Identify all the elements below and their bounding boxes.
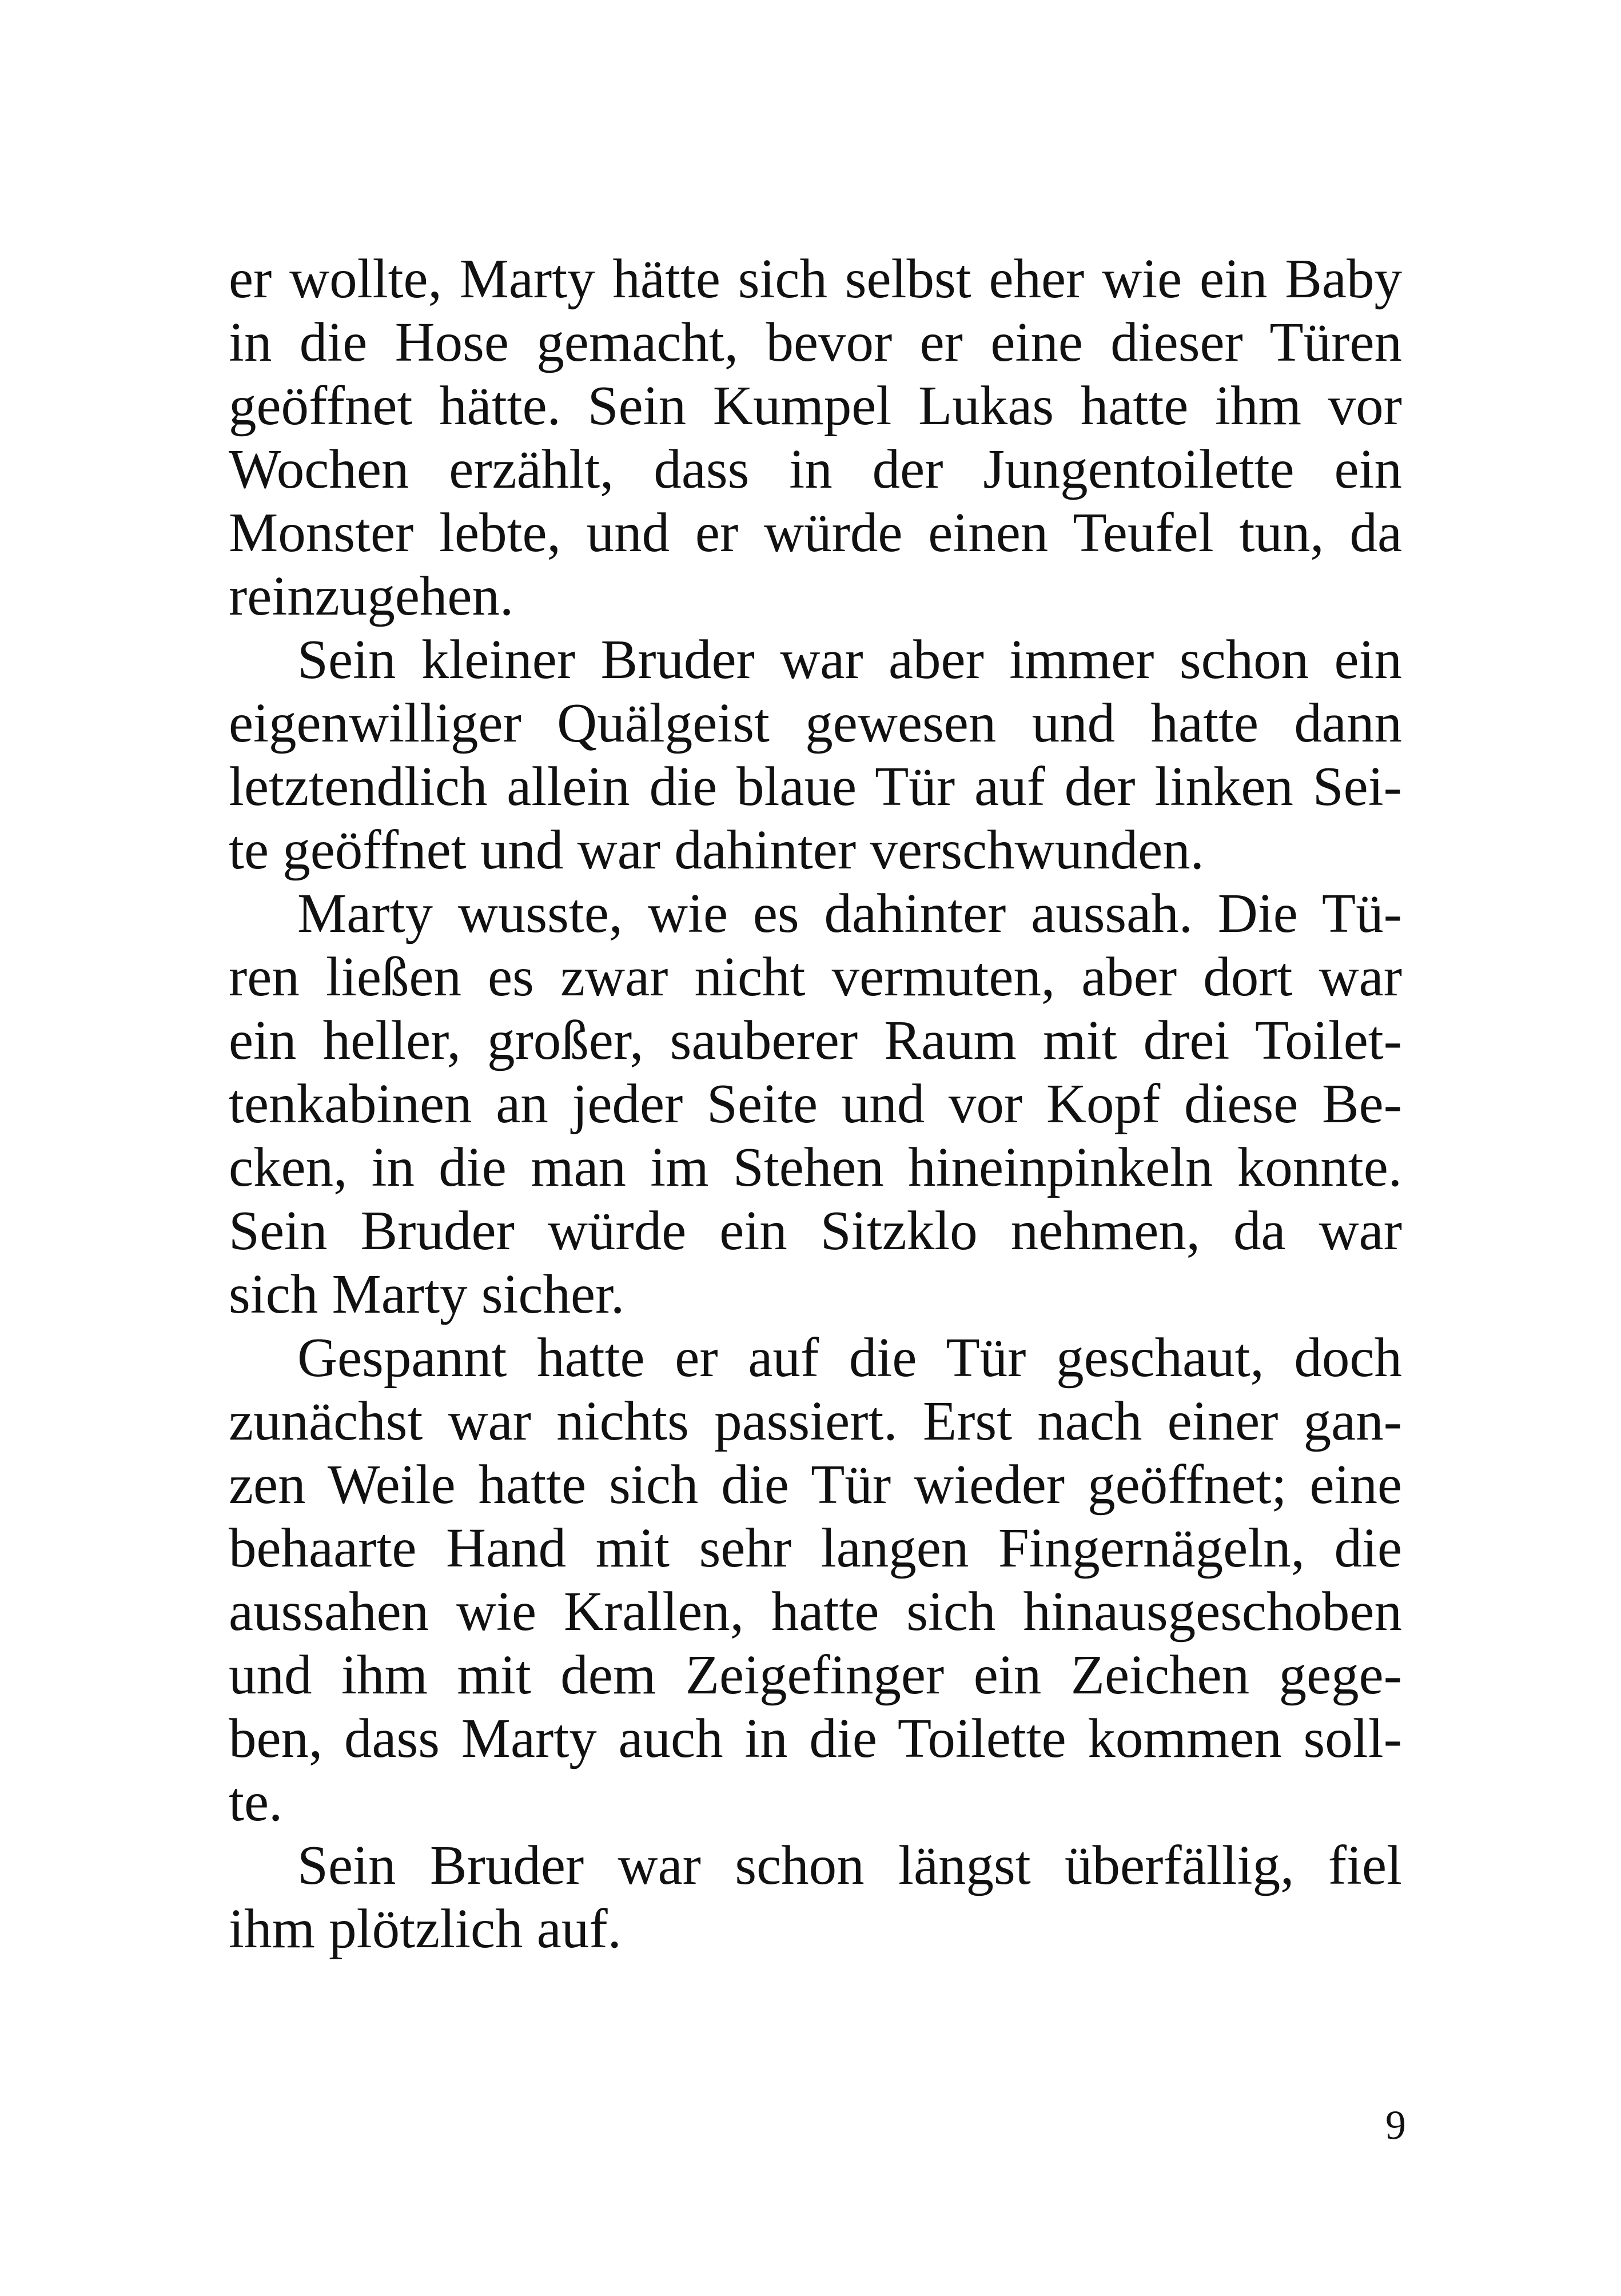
text-line: Sein kleiner Bruder war aber immer schon ein [297,629,1402,690]
body-text [229,247,1402,1960]
text-line: Sein Bruder war schon längst überfällig, fiel [297,1835,1402,1896]
text-line: ihm plötzlich auf. [229,1898,622,1959]
text-line: reinzugehen. [229,565,514,627]
text-line: ein heller, großer, sauberer Raum mit drei Toilet- [229,1010,1402,1071]
text-line: er wollte, Marty hätte sich selbst eher wie ein Baby [229,248,1402,309]
text-line: zen Weile hatte sich die Tür wieder geöffnet; eine [229,1454,1402,1515]
text-line: Gespannt hatte er auf die Tür geschaut, doch [297,1327,1402,1388]
text-line: ben, dass Marty auch in die Toilette kommen soll- [229,1708,1402,1769]
text-line: zunächst war nichts passiert. Erst nach einer gan- [229,1390,1402,1452]
text-line: cken, in die man im Stehen hineinpinkeln konnte. [229,1137,1402,1198]
text-line: behaarte Hand mit sehr langen Fingernägeln, die [229,1517,1402,1579]
text-line: Wochen erzählt, dass in der Jungentoilette ein [229,439,1402,500]
text-line: letztendlich allein die blaue Tür auf der linken Sei- [229,756,1402,817]
text-line: geöffnet hätte. Sein Kumpel Lukas hatte ihm vor [229,375,1402,436]
text-line: Sein Bruder würde ein Sitzklo nehmen, da war [229,1200,1402,1261]
text-line: und ihm mit dem Zeigefinger ein Zeichen gege- [229,1644,1402,1705]
text-line: eigenwilliger Quälgeist gewesen und hatte dann [229,692,1402,754]
text-line: te. [229,1771,283,1832]
text-line: sich Marty sicher. [229,1263,625,1325]
text-line: Monster lebte, und er würde einen Teufel tun, da [229,502,1402,563]
text-line: te geöffnet und war dahinter verschwunden. [229,819,1204,880]
text-line: Marty wusste, wie es dahinter aussah. Die Tü- [297,883,1402,944]
text-line: tenkabinen an jeder Seite und vor Kopf diese Be- [229,1073,1402,1134]
text-line: ren ließen es zwar nicht vermuten, aber dort war [229,946,1402,1007]
page-number: 9 [1385,2102,1406,2148]
text-line: in die Hose gemacht, bevor er eine dieser Türen [229,312,1402,373]
text-line: aussahen wie Krallen, hatte sich hinausgeschoben [229,1581,1402,1642]
